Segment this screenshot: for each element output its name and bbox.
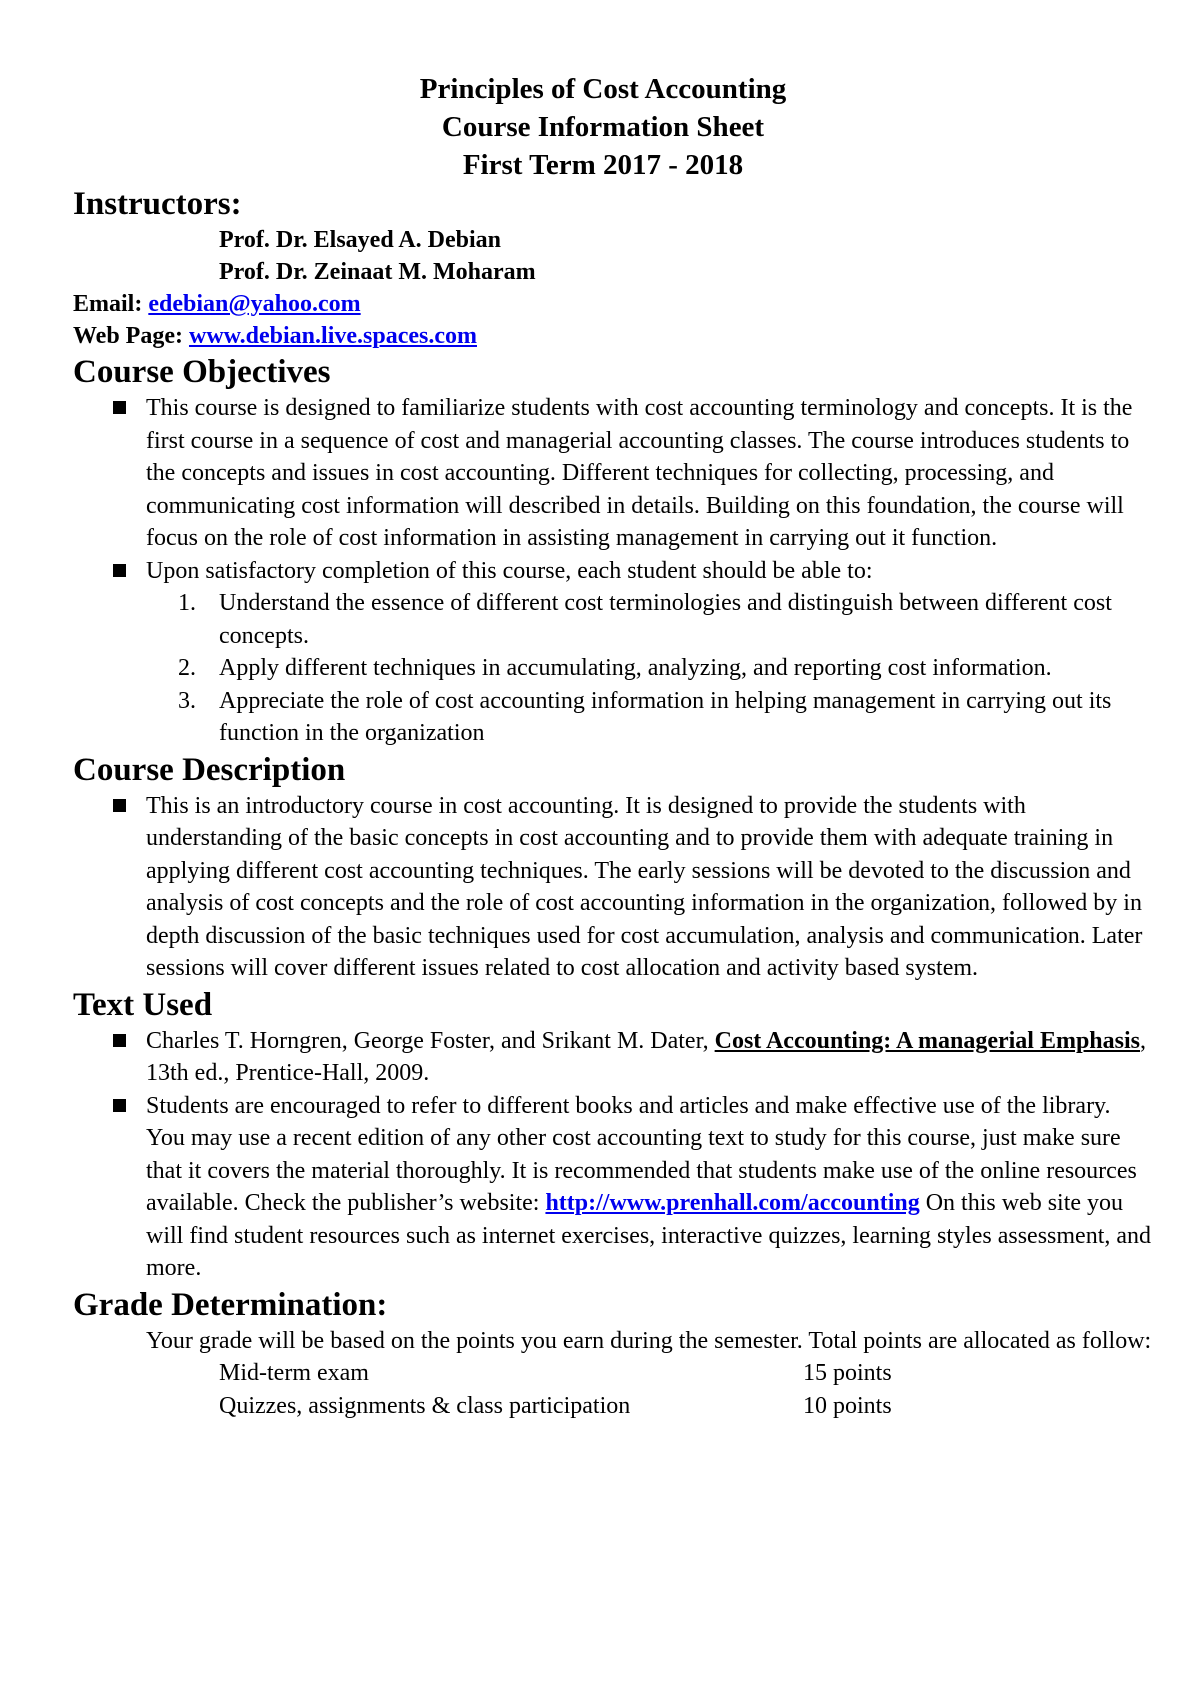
grade-intro: Your grade will be based on the points you earn during the semester. Total points are allocated as follow: [146, 1327, 1152, 1354]
outcome-text: Appreciate the role of cost accounting information in helping management in carrying out its function in the organization [219, 687, 1112, 746]
outcome-number: 3. [178, 687, 196, 714]
objectives-intro: Upon satisfactory completion of this course, each student should be able to: [146, 557, 873, 584]
instructors-heading: Instructors: [73, 186, 242, 222]
grade-item: Quizzes, assignments & class participation [219, 1392, 631, 1419]
square-bullet-icon [113, 401, 126, 414]
outcome-text: Apply different techniques in accumulating, analyzing, and reporting cost information. [219, 655, 1052, 681]
grade-row [73, 1390, 1153, 1423]
description-heading: Course Description [73, 751, 346, 788]
document-title-block [73, 70, 1133, 184]
outcome-item [146, 652, 1153, 685]
outcome-item [146, 587, 1153, 652]
document-subtitle: Course Information Sheet [441, 111, 765, 143]
list-item [73, 790, 1153, 985]
text-used-list [73, 1025, 1153, 1285]
list-item [73, 392, 1153, 555]
square-bullet-icon [113, 564, 126, 577]
square-bullet-icon [113, 1099, 126, 1112]
square-bullet-icon [113, 799, 126, 812]
list-item [73, 555, 1153, 750]
email-line [73, 288, 1153, 320]
objectives-list [73, 392, 1153, 750]
objectives-paragraph: This course is designed to familiarize students with cost accounting terminology and concepts. It is the first course in a sequence of cost and managerial accounting classes. The course introduces students to the concepts and issues in cost accounting. Different techniques for collecting, processing, and communicating cost information will described in details. Building on this foundation, the course will focus on the role of cost information in assisting management in carrying out it function. [146, 395, 1133, 551]
book-title: Cost Accounting: A managerial Emphasis [714, 1027, 1141, 1054]
outcome-text: Understand the essence of different cost terminologies and distinguish between different cost concepts. [219, 590, 1112, 649]
document-page [73, 70, 1153, 1422]
resources-paragraph-end: On this web site you will find student resources such as internet exercises, interactive quizzes, learning styles assessment, and more. [146, 1190, 1152, 1281]
publisher-website-link[interactable]: http://www.prenhall.com/accounting [545, 1190, 920, 1216]
webpage-line [73, 320, 1153, 352]
grade-row [73, 1357, 1153, 1390]
grade-points: 10 points [803, 1392, 892, 1419]
book-authors: Charles T. Horngren, George Foster, and Srikant M. Dater, [146, 1027, 709, 1054]
list-item [73, 1025, 1153, 1090]
text-used-heading: Text Used [73, 986, 213, 1023]
instructor-name: Prof. Dr. Elsayed A. Debian [219, 227, 502, 253]
description-list [73, 790, 1153, 985]
objectives-heading: Course Objectives [73, 354, 331, 390]
outcome-number: 2. [178, 655, 196, 681]
grade-heading: Grade Determination: [73, 1286, 388, 1323]
outcomes-list [146, 587, 1153, 750]
webpage-label: Web Page: [73, 323, 183, 349]
instructor-name: Prof. Dr. Zeinaat M. Moharam [219, 259, 536, 285]
email-link[interactable]: edebian@yahoo.com [148, 291, 361, 317]
outcome-number: 1. [178, 590, 196, 616]
book-details: , 13th ed., Prentice-Hall, 2009. [146, 1027, 1147, 1086]
description-paragraph: This is an introductory course in cost accounting. It is designed to provide the students with understanding of the basic concepts in cost accounting and to provide them with adequate training in applying different cost accounting techniques. The early sessions will be devoted to the discussion and analysis of cost concepts and the role of cost accounting information in the organization, followed by in depth discussion of the basic techniques used for cost accumulation, analysis and communication. Later sessions will cover different issues related to cost allocation and activity based system. [146, 792, 1143, 981]
webpage-link[interactable]: www.debian.live.spaces.com [188, 323, 477, 349]
email-label: Email: [73, 291, 143, 317]
resources-paragraph-start: Students are encouraged to refer to different books and articles and make effective use of the library. You may use a recent edition of any other cost accounting text to study for this course, just make sure that it covers the material thoroughly. It is recommended that students make use of the online resources available. Check the publisher’s website: [146, 1092, 1137, 1216]
grade-points: 15 points [803, 1360, 892, 1386]
outcome-item [146, 685, 1153, 750]
document-title: Principles of Cost Accounting [419, 73, 787, 105]
grade-item: Mid-term exam [219, 1360, 369, 1386]
list-item [73, 1090, 1153, 1285]
square-bullet-icon [113, 1034, 126, 1047]
document-term: First Term 2017 - 2018 [462, 149, 744, 181]
